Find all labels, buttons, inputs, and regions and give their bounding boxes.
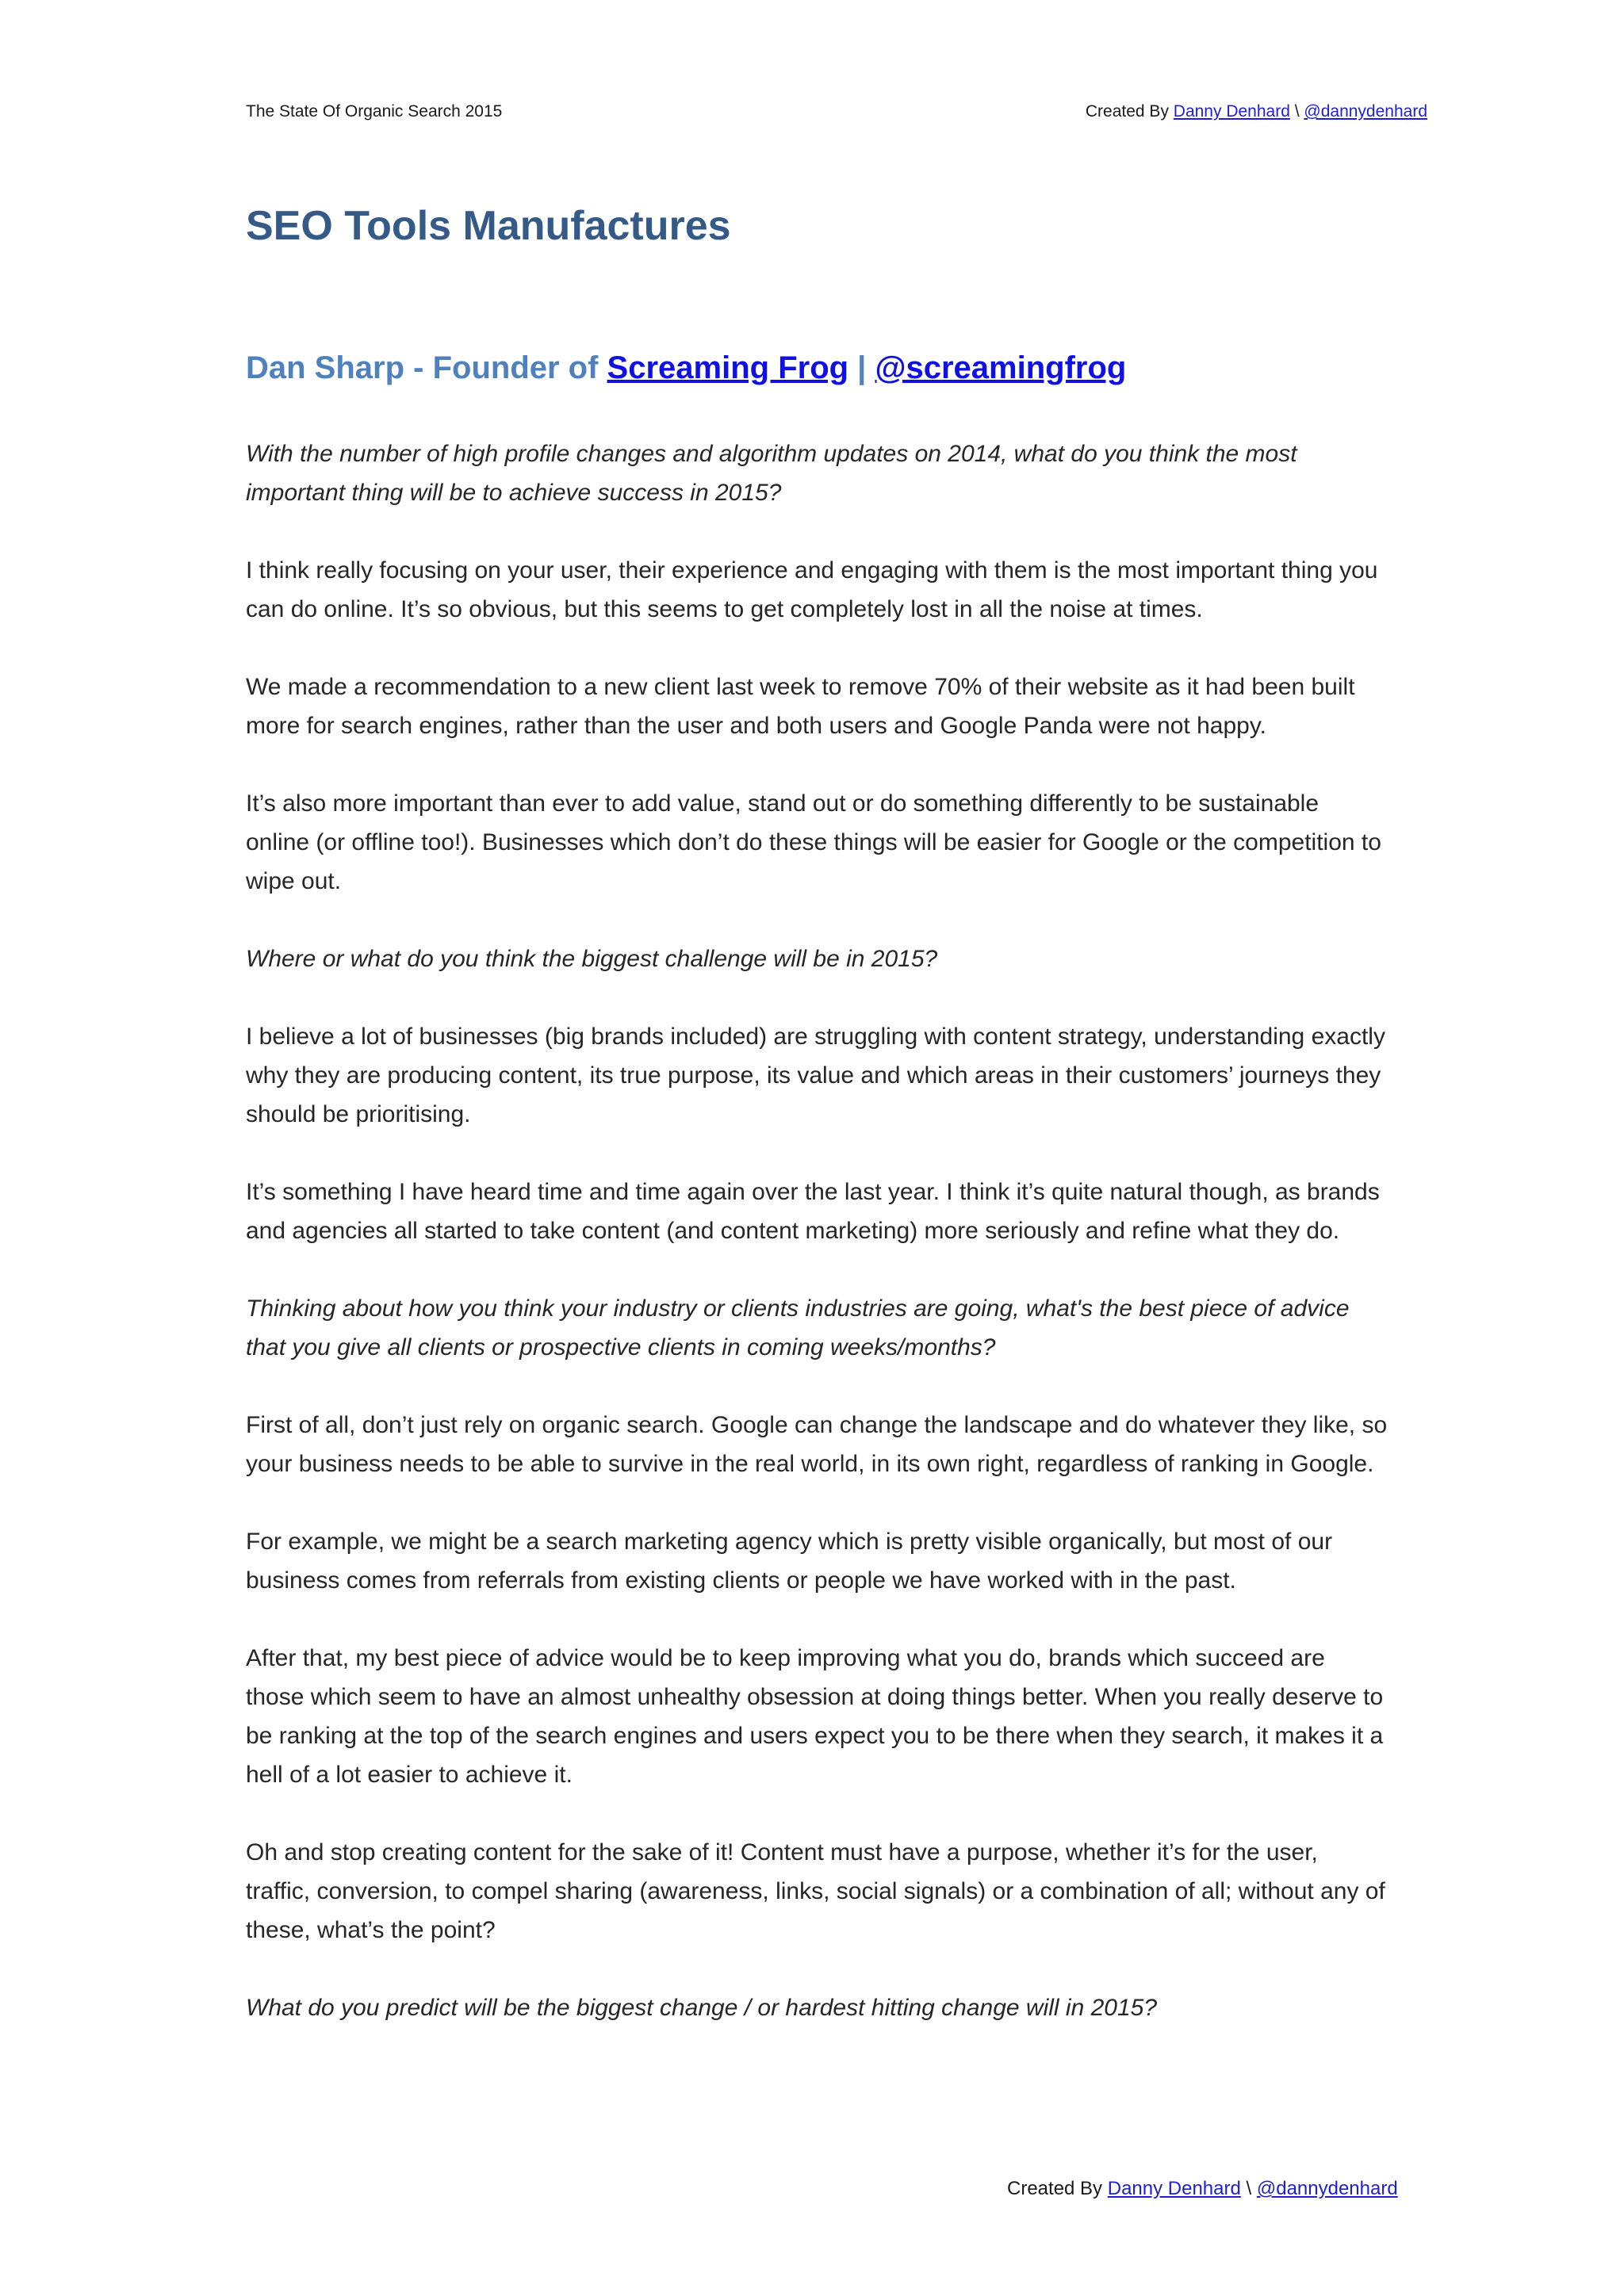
- answer-paragraph: It’s something I have heard time and time again over the last year. I think it’s quite natural though, as brands and agencies all started to take content (and content marketing) more seriously and refine what they do.: [246, 1179, 1380, 1244]
- footer-handle-link[interactable]: @dannydenhard: [1256, 2178, 1398, 2199]
- author-handle-link[interactable]: @dannydenhard: [1304, 102, 1427, 121]
- question-2: Where or what do you think the biggest challenge will be in 2015?: [246, 946, 938, 972]
- interviewee-heading: [246, 346, 1126, 390]
- section-title: SEO Tools Manufactures: [246, 203, 731, 249]
- created-by-label: Created By: [1085, 102, 1174, 121]
- page-header: [246, 100, 1427, 124]
- interview-body: [246, 434, 1388, 2066]
- answer-paragraph: It’s also more important than ever to add value, stand out or do something differently to be sustainable online (or offline too!). Businesses which don’t do these things will be easier for Google or the competition to wipe out.: [246, 790, 1381, 894]
- footer-separator: \: [1240, 2178, 1257, 2199]
- question-4: What do you predict will be the biggest change / or hardest hitting change will in 2015?: [246, 1995, 1158, 2021]
- company-handle-link[interactable]: @screamingfrog: [875, 350, 1127, 385]
- question-1: With the number of high profile changes and algorithm updates on 2014, what do you think the most important thing will be to achieve success in 2015?: [246, 441, 1297, 506]
- answer-paragraph: I believe a lot of businesses (big brands included) are struggling with content strategy, understanding exactly why they are producing content, its true purpose, its value and which areas in their customers’ journeys they should be prioritising.: [246, 1024, 1385, 1127]
- question-3: Thinking about how you think your industry or clients industries are going, what's the best piece of advice that you give all clients or prospective clients in coming weeks/months?: [246, 1295, 1350, 1360]
- credit-separator: \: [1289, 102, 1304, 121]
- author-link[interactable]: Danny Denhard: [1173, 102, 1290, 121]
- heading-separator: |: [848, 350, 875, 385]
- document-title: The State Of Organic Search 2015: [246, 102, 503, 121]
- answer-paragraph: First of all, don’t just rely on organic search. Google can change the landscape and do whatever they like, so your business needs to be able to survive in the real world, in its own right, regardless of ranking in Google.: [246, 1412, 1388, 1477]
- header-credit: [1086, 100, 1427, 124]
- company-link[interactable]: Screaming Frog: [607, 350, 849, 385]
- interviewee-name: Dan Sharp - Founder of: [246, 350, 607, 385]
- footer-created-by: Created By: [1007, 2178, 1108, 2199]
- answer-paragraph: I think really focusing on your user, their experience and engaging with them is the most important thing you can do online. It’s so obvious, but this seems to get completely lost in all the noise at times.: [246, 557, 1378, 622]
- page-footer-credit: [1007, 2177, 1398, 2199]
- answer-paragraph: After that, my best piece of advice would be to keep improving what you do, brands which succeed are those which seem to have an almost unhealthy obsession at doing things better. When you really deserve to be ranking at the top of the search engines and users expect you to be there when they search, it makes it a hell of a lot easier to achieve it.: [246, 1645, 1384, 1788]
- answer-paragraph: We made a recommendation to a new client last week to remove 70% of their website as it had been built more for search engines, rather than the user and both users and Google Panda were not happy.: [246, 674, 1355, 739]
- answer-paragraph: Oh and stop creating content for the sake of it! Content must have a purpose, whether it’s for the user, traffic, conversion, to compel sharing (awareness, links, social signals) or a combination of all; without any of these, what’s the point?: [246, 1839, 1385, 1943]
- footer-author-link[interactable]: Danny Denhard: [1107, 2178, 1241, 2199]
- answer-paragraph: For example, we might be a search marketing agency which is pretty visible organically, but most of our business comes from referrals from existing clients or people we have worked with in the past.: [246, 1529, 1333, 1594]
